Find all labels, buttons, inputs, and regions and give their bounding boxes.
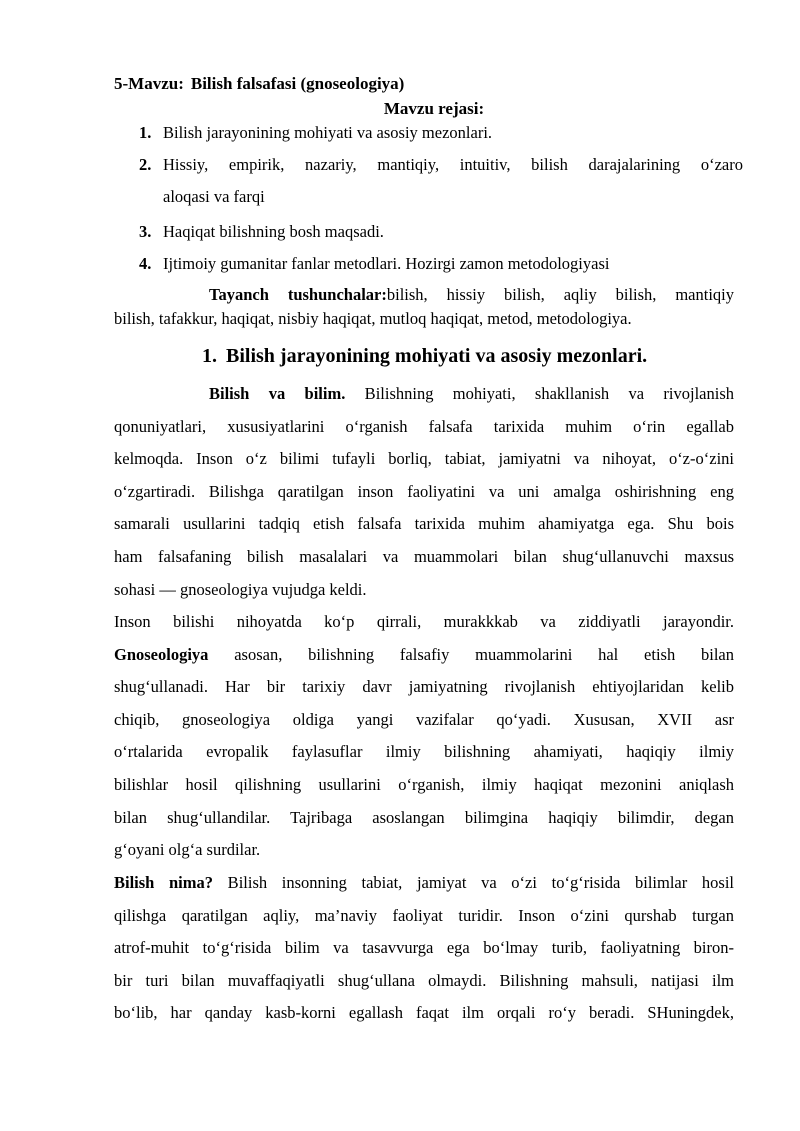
plan-item-text: Ijtimoiy gumanitar fanlar metodlari. Hozirgi zamon metodologiyasi (163, 254, 610, 273)
paragraph-line: sohasi — gnoseologiya vujudga keldi. (114, 579, 367, 599)
keywords-line-continued: bilish, tafakkur, haqiqat, nisbiy haqiqat, mutloq haqiqat, metod, metodologiya. (114, 309, 632, 328)
paragraph-gnoseologiya (114, 606, 734, 867)
paragraph-line: samarali usullarini tadqiq etish falsafa tarixida muhim ahamiyatga ega. Shu bois (114, 514, 734, 534)
plan-item-text: Hissiy, empirik, nazariy, mantiqiy, intuitiv, bilish darajalarining o‘zaro (163, 155, 743, 174)
paragraph-line: bilan shug‘ullandilar. Tajribaga asoslangan bilimgina haqiqiy bilimdir, degan (114, 807, 734, 827)
plan-item-text-continued: aloqasi va farqi (163, 187, 265, 206)
paragraph-lead: Bilish nima? (114, 873, 214, 892)
keywords-block (114, 283, 734, 331)
paragraph-line: bo‘lib, har qanday kasb-korni egallash faqat ilm orqali ro‘y beradi. SHuningdek, (114, 1003, 734, 1023)
plan-item-text: Bilish jarayonining mohiyati va asosiy mezonlari. (163, 123, 493, 142)
paragraph-line: atrof-muhit to‘g‘risida bilim va tasavvurga ega bo‘lmay turib, faoliyatning biron- (114, 938, 734, 958)
paragraph-lead: Gnoseologiya (114, 644, 209, 664)
paragraph-line: Bilish va bilim. Bilishning mohiyati, shakllanish va rivojlanish (209, 384, 734, 403)
keywords-label: Tayanch tushunchalar: (209, 285, 387, 304)
plan-item-number: 3. (139, 222, 152, 241)
paragraph-line: qonuniyatlari, xususiyatlarini o‘rganish falsafa tarixida muhim o‘rin egallab (114, 416, 734, 436)
topic-heading (114, 74, 404, 94)
paragraph-line: kelmoqda. Inson o‘z bilimi tufayli borliq, tabiat, jamiyatni va nihoyat, o‘z-o‘zini (114, 449, 734, 469)
paragraph-line: Inson bilishi nihoyatda ko‘p qirrali, murakkkab va ziddiyatli jarayondir. (114, 612, 734, 631)
plan-title: Mavzu rejasi: (383, 99, 485, 118)
keywords-line (114, 283, 734, 307)
paragraph-line: qilishga qaratilgan aqliy, ma’naviy faoliyat turidir. Inson o‘zini qurshab turgan (114, 905, 734, 925)
paragraph-line: o‘zgartiradi. Bilishga qaratilgan inson faoliyatini va uni amalga oshirishning eng (114, 481, 734, 501)
paragraph-line: bir turi bilan muvaffaqiyatli shug‘ullana olmaydi. Bilishning mahsuli, natijasi ilm (114, 970, 734, 990)
section-number: 1. (202, 345, 217, 367)
paragraph-line: o‘rtalarida evropalik faylasuflar ilmiy bilishning ahamiyati, haqiqiy ilmiy (114, 742, 734, 762)
paragraph-line: g‘oyani olg‘a surdilar. (114, 840, 261, 860)
plan-item-number: 1. (139, 123, 152, 142)
paragraph-bilish-nima (114, 867, 734, 1030)
section-title: Bilish jarayonining mohiyati va asosiy mezonlari. (226, 345, 648, 367)
paragraph-line: Bilish nima? Bilish insonning tabiat, jamiyat va o‘zi to‘g‘risida bilimlar hosil (114, 873, 734, 892)
keywords-list: bilish, hissiy bilish, aqliy bilish, mantiqiy (386, 285, 734, 304)
topic-prefix: 5-Mavzu: (114, 74, 184, 93)
paragraph-line: shug‘ullanadi. Har bir tarixiy davr jamiyatning rivojlanish ehtiyojlaridan kelib (114, 677, 734, 697)
paragraph-lead: Bilish va bilim. (209, 384, 346, 403)
plan-item-text: Haqiqat bilishning bosh maqsadi. (163, 222, 384, 241)
plan-item-number: 4. (139, 254, 152, 273)
topic-title: Bilish falsafasi (gnoseologiya) (190, 74, 405, 93)
paragraph-line: chiqib, gnoseologiya oldiga yangi vazifalar qo‘yadi. Xususan, XVII asr (114, 709, 734, 729)
paragraph-line: ham falsafaning bilish masalalari va muammolari bilan shug‘ullanuvchi maxsus (114, 546, 734, 566)
plan-item-number: 2. (139, 155, 152, 174)
paragraph-bilish-va-bilim (114, 378, 734, 606)
paragraph-line: Gnoseologiya asosan, bilishning falsafiy muammolarini hal etish bilan (114, 644, 734, 664)
paragraph-line: bilishlar hosil qilishning usullarini o‘rganish, ilmiy haqiqat mezonini aniqlash (114, 774, 734, 794)
